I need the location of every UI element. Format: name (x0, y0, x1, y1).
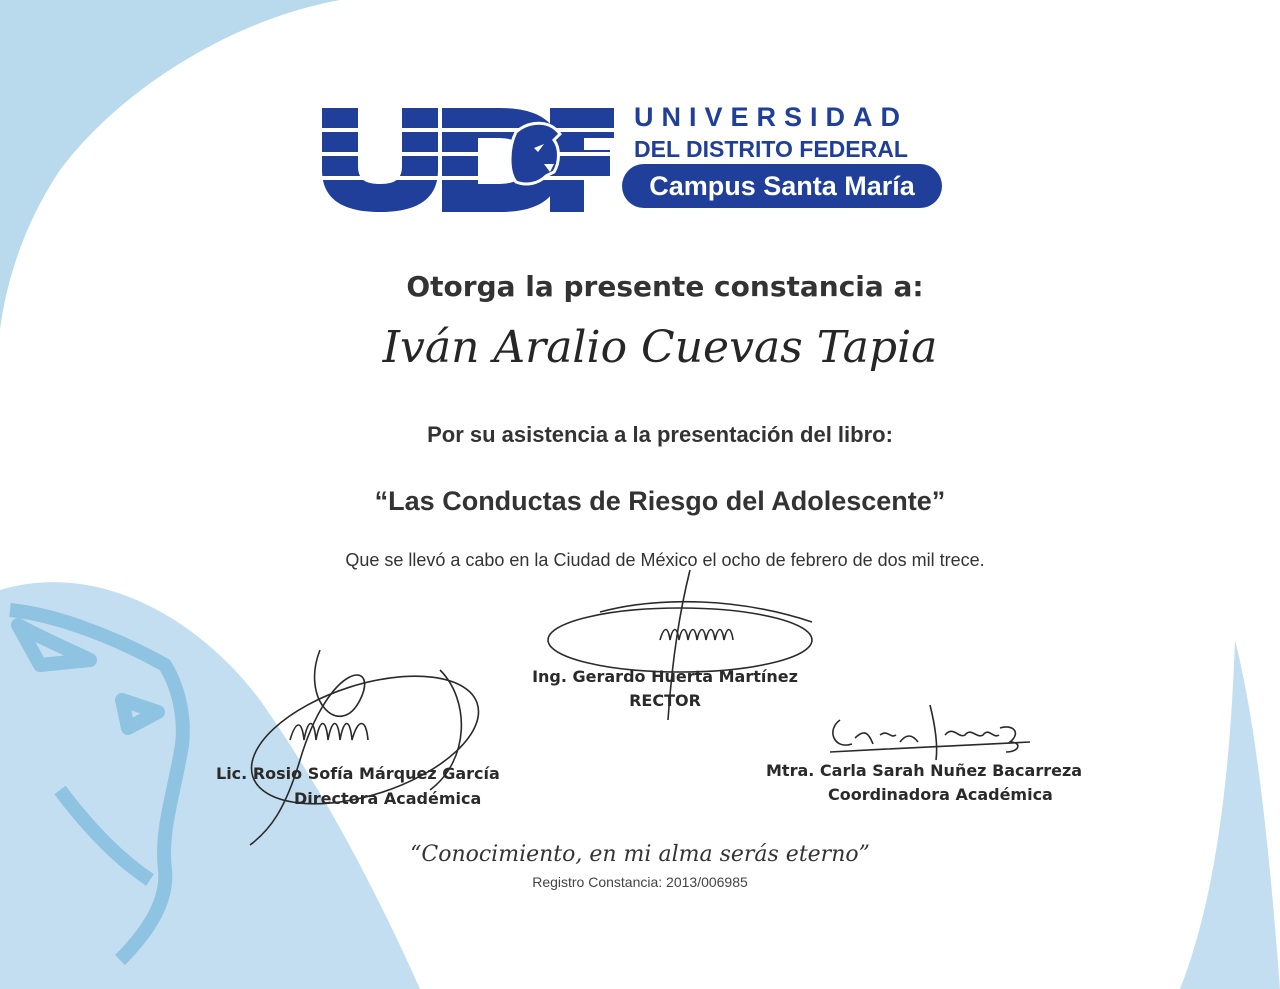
registration-number: Registro Constancia: 2013/006985 (532, 874, 748, 890)
coordinator-name: Mtra. Carla Sarah Nuñez Bacarreza (766, 761, 1083, 780)
campus-badge: Campus Santa María (622, 164, 942, 208)
rector-name: Ing. Gerardo Huerta Martínez (532, 667, 798, 686)
event-details: Que se llevó a cabo en la Ciudad de México el ocho de febrero de dos mil trece. (345, 550, 985, 570)
recipient-name: Iván Aralio Cuevas Tapia (382, 322, 938, 373)
coordinator-title: Coordinadora Académica (828, 785, 1053, 804)
director-signature (236, 650, 494, 845)
director-name: Lic. Rosio Sofía Márquez García (216, 764, 500, 783)
university-name-line1: UNIVERSIDAD (634, 102, 909, 132)
director-title: Directora Académica (294, 789, 482, 808)
reason-text: Por su asistencia a la presentación del libro: (427, 422, 893, 447)
book-title: “Las Conductas de Riesgo del Adolescente” (374, 486, 946, 516)
university-name-line2: DEL DISTRITO FEDERAL (634, 136, 908, 162)
grant-heading: Otorga la presente constancia a: (406, 270, 924, 303)
coordinator-signature (830, 705, 1030, 760)
rector-title: RECTOR (629, 691, 701, 710)
motto: “Conocimiento, en mi alma serás eterno” (410, 842, 870, 867)
